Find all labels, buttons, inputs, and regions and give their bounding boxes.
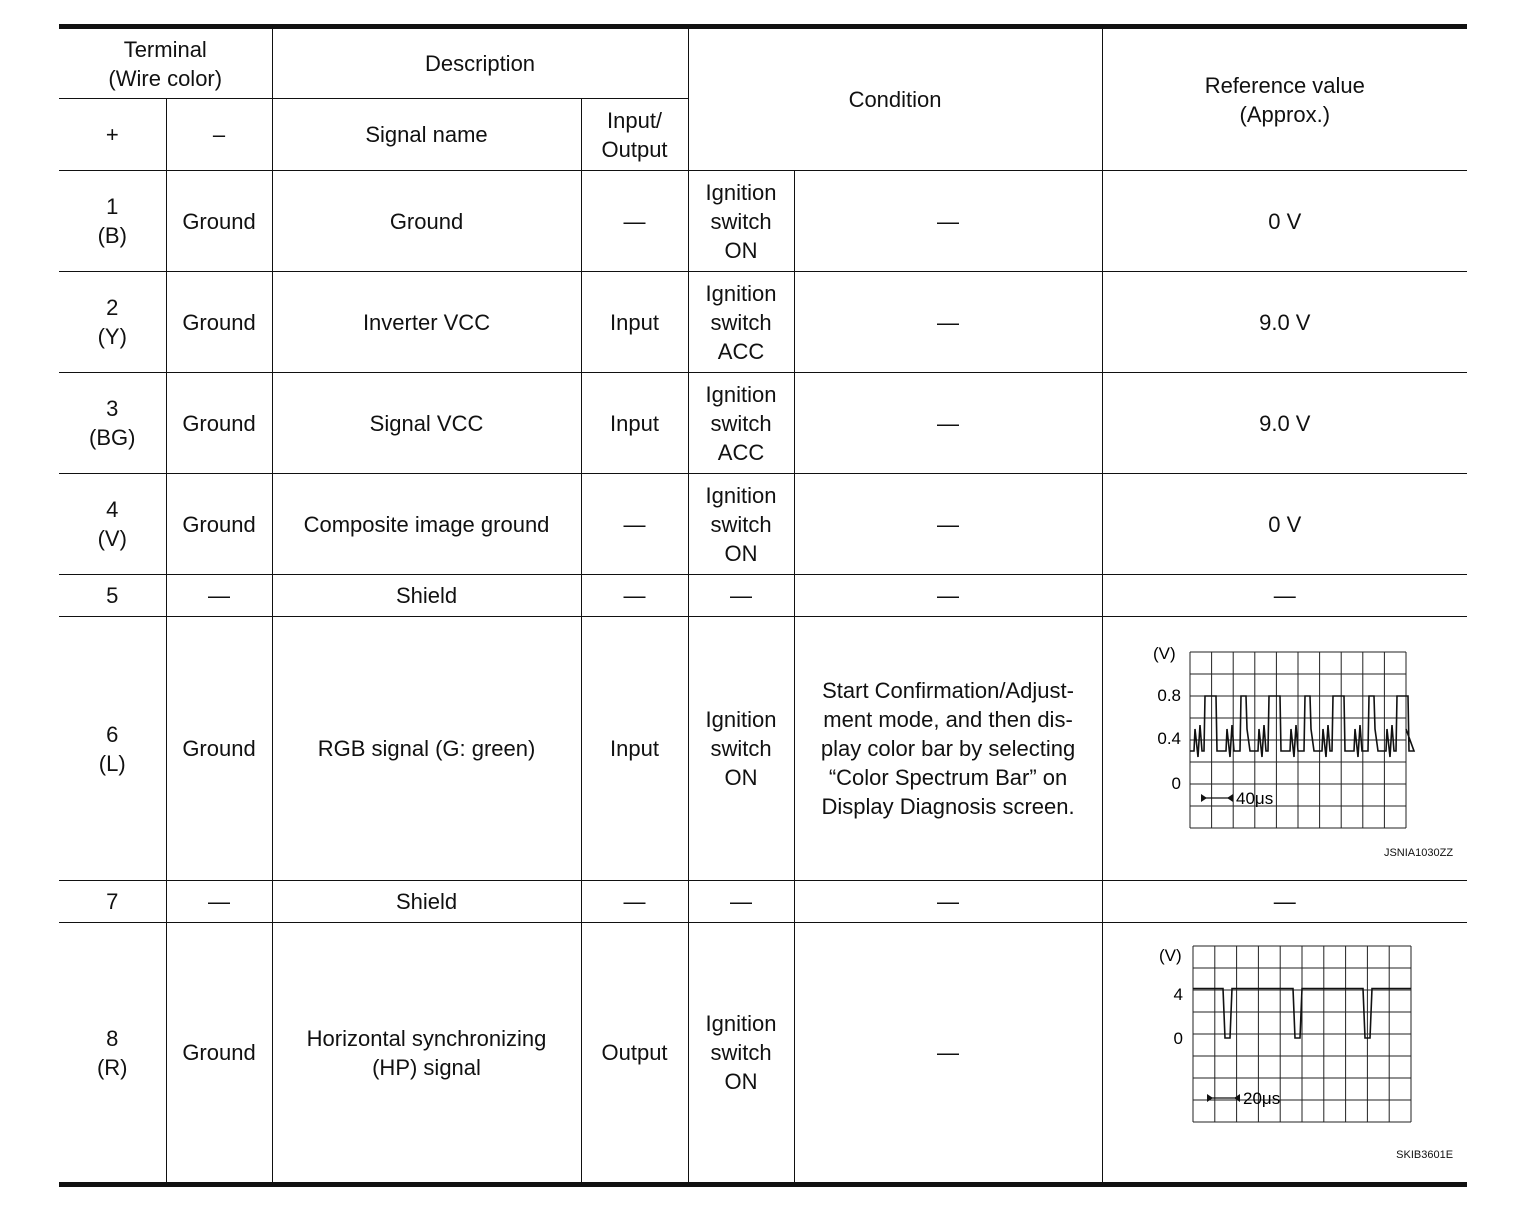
reference-value: 9.0 V — [1102, 272, 1467, 373]
negative-terminal: Ground — [166, 617, 272, 881]
terminal-number: 2 (Y) — [59, 272, 166, 373]
table-row — [59, 373, 1467, 474]
reference-value: 9.0 V — [1102, 373, 1467, 474]
table-row — [59, 171, 1467, 272]
figure-id: SKIB3601E — [1396, 1149, 1454, 1161]
negative-terminal: Ground — [166, 373, 272, 474]
condition-switch: — — [688, 575, 794, 617]
time-scale-marker — [1201, 794, 1233, 802]
condition-detail: — — [794, 923, 1102, 1185]
negative-terminal: Ground — [166, 474, 272, 575]
terminal-spec-table — [59, 24, 1467, 1187]
condition-header: Condition — [688, 27, 1102, 171]
input-output-header: Input/ Output — [581, 99, 688, 171]
condition-switch: Ignition switch ON — [688, 923, 794, 1185]
input-output: Output — [581, 923, 688, 1185]
table-row — [59, 923, 1467, 1185]
condition-detail: — — [794, 272, 1102, 373]
condition-detail: — — [794, 373, 1102, 474]
terminal-number: 3 (BG) — [59, 373, 166, 474]
reference-value: 0 V — [1102, 474, 1467, 575]
input-output: — — [581, 171, 688, 272]
y-tick-label: 4 — [1173, 984, 1183, 1004]
input-output: — — [581, 474, 688, 575]
signal-name: Shield — [272, 881, 581, 923]
terminal-number: 7 — [59, 881, 166, 923]
description-header: Description — [272, 27, 688, 99]
input-output: Input — [581, 373, 688, 474]
terminal-number: 8 (R) — [59, 923, 166, 1185]
table-row — [59, 881, 1467, 923]
minus-terminal-header: – — [166, 99, 272, 171]
condition-detail: — — [794, 575, 1102, 617]
time-scale-label: 20μs — [1242, 1088, 1281, 1108]
input-output: — — [581, 881, 688, 923]
table-row — [59, 617, 1467, 881]
terminal-number: 6 (L) — [59, 617, 166, 881]
signal-name-header: Signal name — [272, 99, 581, 171]
time-scale-marker — [1207, 1094, 1240, 1102]
terminal-number: 1 (B) — [59, 171, 166, 272]
signal-name: Horizontal synchronizing (HP) signal — [272, 923, 581, 1185]
reference-value: — — [1102, 881, 1467, 923]
input-output: — — [581, 575, 688, 617]
signal-name: Inverter VCC — [272, 272, 581, 373]
rgb-waveform-figure — [1115, 624, 1455, 874]
condition-switch: Ignition switch ACC — [688, 373, 794, 474]
y-tick-label: 0 — [1173, 1028, 1183, 1048]
figure-id: JSNIA1030ZZ — [1383, 847, 1454, 859]
voltage-unit-label: (V) — [1158, 945, 1182, 965]
voltage-unit-label: (V) — [1152, 643, 1176, 663]
reference-waveform-cell — [1102, 617, 1467, 881]
rgb-signal-trace — [1190, 696, 1414, 757]
table-row — [59, 474, 1467, 575]
reference-value: 0 V — [1102, 171, 1467, 272]
terminal-number: 4 (V) — [59, 474, 166, 575]
signal-name: Composite image ground — [272, 474, 581, 575]
input-output: Input — [581, 617, 688, 881]
condition-switch: Ignition switch ACC — [688, 272, 794, 373]
input-output: Input — [581, 272, 688, 373]
time-scale-label: 40μs — [1235, 788, 1274, 808]
negative-terminal: Ground — [166, 923, 272, 1185]
condition-detail: — — [794, 474, 1102, 575]
reference-waveform-cell — [1102, 923, 1467, 1185]
signal-name: Ground — [272, 171, 581, 272]
y-tick-label: 0 — [1171, 773, 1181, 793]
reference-value: — — [1102, 575, 1467, 617]
negative-terminal: — — [166, 881, 272, 923]
terminal-header: Terminal (Wire color) — [108, 36, 223, 91]
negative-terminal: Ground — [166, 171, 272, 272]
reference-value-header: Reference value (Approx.) — [1102, 27, 1467, 171]
condition-switch: — — [688, 881, 794, 923]
table-row — [59, 575, 1467, 617]
plus-terminal-header: + — [59, 99, 166, 171]
hp-waveform-figure — [1115, 928, 1455, 1178]
signal-name: Shield — [272, 575, 581, 617]
y-tick-label: 0.8 — [1157, 685, 1181, 705]
signal-name: RGB signal (G: green) — [272, 617, 581, 881]
oscilloscope-grid — [1193, 946, 1411, 1122]
condition-switch: Ignition switch ON — [688, 474, 794, 575]
condition-detail: — — [794, 171, 1102, 272]
terminal-number: 5 — [59, 575, 166, 617]
table-row — [59, 272, 1467, 373]
condition-switch: Ignition switch ON — [688, 171, 794, 272]
oscilloscope-grid — [1190, 652, 1406, 828]
y-tick-label: 0.4 — [1157, 728, 1181, 748]
negative-terminal: Ground — [166, 272, 272, 373]
condition-switch: Ignition switch ON — [688, 617, 794, 881]
condition-detail: — — [794, 881, 1102, 923]
condition-detail: Start Confirmation/Adjust- ment mode, and then dis- play color bar by selecting “Color Spectrum Bar” on Display Diagnosis screen. — [794, 617, 1102, 881]
negative-terminal: — — [166, 575, 272, 617]
signal-name: Signal VCC — [272, 373, 581, 474]
